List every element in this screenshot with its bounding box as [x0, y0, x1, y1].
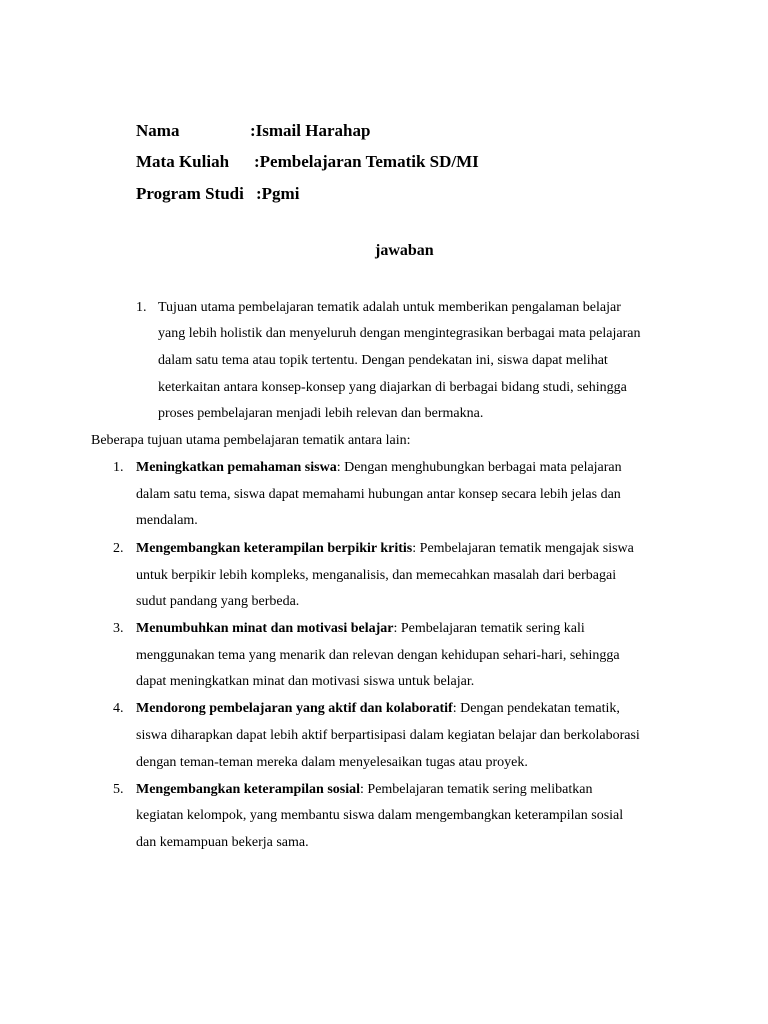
goal-number: 3. — [113, 621, 124, 636]
goal-text: : Pembelajaran tematik mengajak siswa — [412, 541, 634, 556]
goal-first-line — [136, 781, 593, 799]
goal-line: kegiatan kelompok, yang membantu siswa dalam mengembangkan keterampilan sosial — [136, 808, 624, 823]
goal-line: siswa diharapkan dapat lebih aktif berpartisipasi dalam kegiatan belajar dan berkolaborasi — [136, 728, 640, 743]
answer-line: yang lebih holistik dan menyeluruh dengan mengintegrasikan berbagai mata pelajaran — [158, 326, 641, 341]
goal-first-line — [136, 459, 622, 477]
goal-line: menggunakan tema yang menarik dan relevan dengan kehidupan sehari-hari, sehingga — [136, 648, 620, 663]
answer-line: Tujuan utama pembelajaran tematik adalah untuk memberikan pengalaman belajar — [158, 300, 621, 315]
goal-number: 4. — [113, 701, 124, 716]
goal-line: dalam satu tema, siswa dapat memahami hubungan antar konsep secara lebih jelas dan — [136, 487, 621, 502]
goal-line: dapat meningkatkan minat dan motivasi siswa untuk belajar. — [136, 674, 475, 689]
goal-text: : Dengan menghubungkan berbagai mata pelajaran — [336, 460, 622, 475]
answer-number: 1. — [136, 300, 147, 315]
goal-number: 1. — [113, 460, 124, 475]
goal-heading: Mengembangkan keterampilan berpikir kritis — [136, 541, 413, 556]
goal-line: sudut pandang yang berbeda. — [136, 594, 300, 609]
goal-line: mendalam. — [136, 513, 198, 528]
goal-first-line — [136, 700, 620, 718]
page-title: jawaban — [375, 242, 434, 259]
goal-first-line — [136, 540, 634, 558]
goal-text: : Dengan pendekatan tematik, — [452, 701, 620, 716]
name-value: :Ismail Harahap — [250, 121, 371, 140]
goal-line: dan kemampuan bekerja sama. — [136, 835, 309, 850]
program-label: Program Studi — [136, 184, 244, 203]
name-label: Nama — [136, 121, 180, 140]
goal-number: 2. — [113, 541, 124, 556]
goal-number: 5. — [113, 782, 124, 797]
goal-heading: Mengembangkan keterampilan sosial — [136, 782, 361, 797]
goal-heading: Menumbuhkan minat dan motivasi belajar — [136, 621, 394, 636]
answer-line: dalam satu tema atau topik tertentu. Dengan pendekatan ini, siswa dapat melihat — [158, 353, 608, 368]
answer-line: keterkaitan antara konsep-konsep yang diajarkan di berbagai bidang studi, sehingga — [158, 380, 627, 395]
goal-text: : Pembelajaran tematik sering melibatkan — [360, 782, 593, 797]
goal-heading: Meningkatkan pemahaman siswa — [136, 460, 337, 475]
intro-text: Beberapa tujuan utama pembelajaran tematik antara lain: — [91, 433, 411, 448]
course-label: Mata Kuliah — [136, 152, 230, 171]
goal-line: untuk berpikir lebih kompleks, menganalisis, dan memecahkan masalah dari berbagai — [136, 568, 617, 583]
goal-heading: Mendorong pembelajaran yang aktif dan kolaboratif — [136, 701, 453, 716]
course-value: :Pembelajaran Tematik SD/MI — [254, 152, 479, 171]
goal-text: : Pembelajaran tematik sering kali — [393, 621, 585, 636]
answer-line: proses pembelajaran menjadi lebih relevan dan bermakna. — [158, 406, 484, 421]
goal-first-line — [136, 620, 585, 638]
goal-line: dengan teman-teman mereka dalam menyelesaikan tugas atau proyek. — [136, 755, 528, 770]
program-value: :Pgmi — [256, 184, 300, 203]
